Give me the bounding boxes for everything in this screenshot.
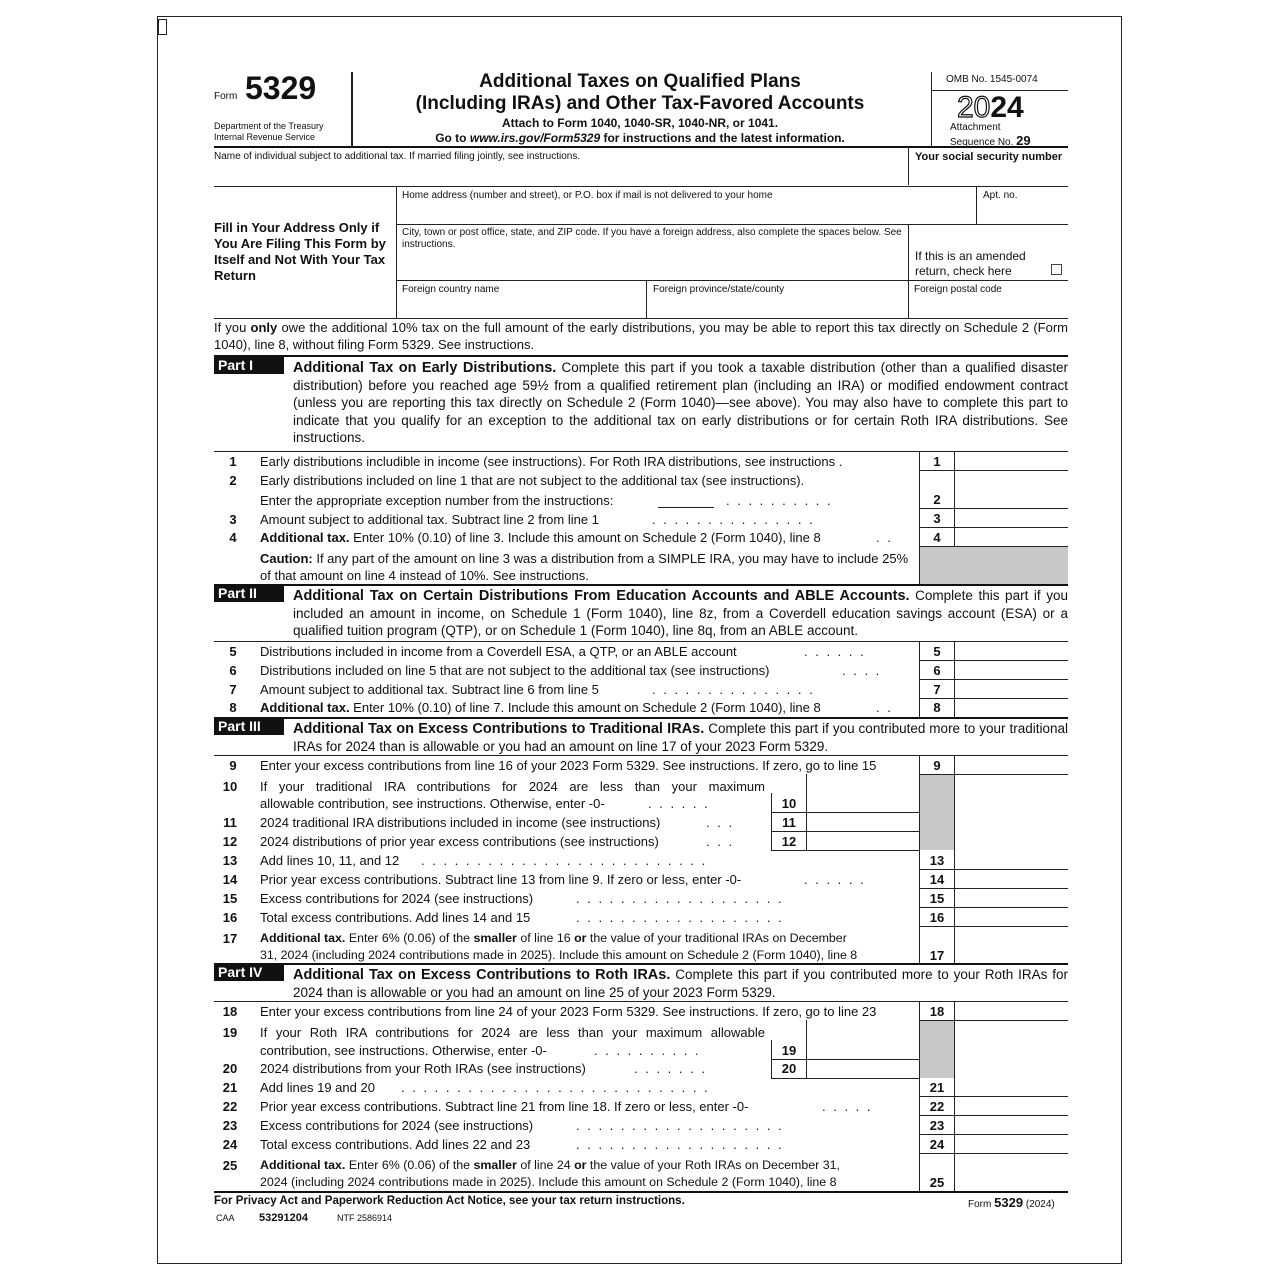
line-1-amount[interactable] xyxy=(956,452,1066,469)
line-16-leader-dots: . . . . . . . . . . . . . . . . . . . xyxy=(576,910,784,925)
part1-title: Additional Tax on Early Distributions. xyxy=(293,360,557,376)
apt-label: Apt. no. xyxy=(983,190,1018,201)
caution-rest: If any part of the amount on line 3 was a distribution from a SIMPLE IRA, you may have to include 25% of that amount on line 4 instead of 10%. See instructions. xyxy=(260,551,909,583)
header-divider-right xyxy=(931,72,932,146)
line-17-amount[interactable] xyxy=(956,946,1066,963)
goto-suffix: for instructions and the latest information. xyxy=(600,131,845,145)
identity-rule3b xyxy=(908,280,1068,281)
omb-number: OMB No. 1545-0074 xyxy=(946,74,1038,85)
box-number: 7 xyxy=(933,682,941,697)
line-10-amount[interactable] xyxy=(808,794,918,811)
part1-text: Complete this part if you took a taxable distribution (other than a qualified disaster distribution) before you reached age 59½ from a qualified retirement plan (including an IRA) or modified endowment contract (unless you are reporting this tax directly on Schedule 2 (Form 1040)—see above). You may also have to complete this part to indicate that you qualify for an exception to the additional tax on early distributions or for certain Roth IRA distributions. See instructions. xyxy=(293,360,1068,445)
address-left-divider xyxy=(396,186,397,318)
box-number: 18 xyxy=(929,1004,945,1019)
line-number: 24 xyxy=(222,1137,238,1152)
year-outline: 20 xyxy=(957,91,991,124)
footer-form-id xyxy=(968,1195,1055,1210)
box-number: 20 xyxy=(781,1061,797,1076)
line-5-leader-dots: . . . . . . xyxy=(804,644,866,659)
part3-description xyxy=(293,720,1068,755)
city-field[interactable] xyxy=(402,254,902,276)
part3-title: Additional Tax on Excess Contributions to Traditional IRAs. xyxy=(293,721,705,737)
line-19-text-2: contribution, see instructions. Otherwise, enter -0- xyxy=(260,1043,547,1058)
line-number: 15 xyxy=(222,891,238,906)
box-number: 1 xyxy=(933,454,941,469)
line-11-amount[interactable] xyxy=(808,813,918,830)
line-number: 10 xyxy=(222,779,238,794)
line-23-leader-dots: . . . . . . . . . . . . . . . . . . . xyxy=(576,1118,784,1133)
line-14-leader-dots: . . . . . . xyxy=(804,872,866,887)
line-7-text: Amount subject to additional tax. Subtract line 6 from line 5 xyxy=(260,682,599,697)
line-10-text-2: allowable contribution, see instructions. Otherwise, enter -0- xyxy=(260,796,605,811)
box-number: 8 xyxy=(933,700,941,715)
box-number: 12 xyxy=(781,834,797,849)
ntf-code: NTF 2586914 xyxy=(337,1213,393,1223)
line-15-leader-dots: . . . . . . . . . . . . . . . . . . . xyxy=(576,891,784,906)
sequence-text: Sequence No. xyxy=(950,137,1014,148)
p4-inner-mid xyxy=(806,1020,807,1078)
tax-year xyxy=(957,92,1024,124)
line-18-text: Enter your excess contributions from line 24 of your 2023 Form 5329. See instructions. If zero, go to line 23 xyxy=(260,1004,877,1019)
part4-top-rule xyxy=(214,963,1068,965)
box-number: 24 xyxy=(929,1137,945,1152)
city-label: City, town or post office, state, and ZIP code. If you have a foreign address, also complete the spaces below. See instructions. xyxy=(402,227,902,250)
line-17-smaller: smaller xyxy=(473,931,517,945)
amended-divider xyxy=(908,224,909,318)
home-address-field[interactable] xyxy=(402,203,972,221)
line-25-or: or xyxy=(574,1158,587,1172)
line-22-amount[interactable] xyxy=(956,1097,1066,1114)
shaded-area xyxy=(920,547,1068,584)
shaded-area xyxy=(920,775,954,850)
line-number: 6 xyxy=(229,663,237,678)
fill-address-note: Fill in Your Address Only if You Are Filing This Form by Itself and Not With Your Tax Return xyxy=(214,220,386,283)
foreign-postal-field[interactable] xyxy=(912,297,1066,315)
line-19-text: If your Roth IRA contributions for 2024 are less than your maximum allowable xyxy=(260,1025,765,1040)
line-1-text: Early distributions includible in income (see instructions). For Roth IRA distributions, see instructions . xyxy=(260,454,843,469)
line-number: 5 xyxy=(229,644,237,659)
foreign-postal-label: Foreign postal code xyxy=(914,284,1002,295)
line-20-amount[interactable] xyxy=(808,1060,918,1077)
line-5-text: Distributions included in income from a Coverdell ESA, a QTP, or an ABLE account xyxy=(260,644,737,659)
part2-top-rule xyxy=(214,584,1068,586)
part2-bottom-rule xyxy=(214,641,1068,642)
line-25-amount[interactable] xyxy=(956,1173,1066,1190)
exception-number-field[interactable] xyxy=(658,507,714,508)
line-number: 11 xyxy=(223,815,237,830)
attach-instruction: Attach to Form 1040, 1040-SR, 1040-NR, or 1041. xyxy=(501,116,779,130)
line-19-amount[interactable] xyxy=(808,1041,918,1058)
box-number: 10 xyxy=(781,796,797,811)
box-number: 2 xyxy=(933,492,941,507)
dept-line2: Internal Revenue Service xyxy=(214,132,316,142)
line-16-amount[interactable] xyxy=(956,908,1066,925)
identity-rule2 xyxy=(396,224,1068,225)
p3-inner-row3 xyxy=(771,850,919,851)
year-bold: 24 xyxy=(990,91,1024,124)
line-24-amount[interactable] xyxy=(956,1135,1066,1152)
line-15-amount[interactable] xyxy=(956,889,1066,906)
part4-label: Part IV xyxy=(214,964,284,981)
line-number: 14 xyxy=(222,872,238,887)
intro-post: owe the additional 10% tax on the full amount of the early distributions, you may be able to report this tax directly on Schedule 2 (Form 1040), line 8, without filing Form 5329. See instructions. xyxy=(214,320,1068,352)
line-4-bold: Additional tax. xyxy=(260,530,350,545)
line-17-text-2: 31, 2024 (including 2024 contributions made in 2025). Include this amount on Schedule 2 (Form 1040), line 8 xyxy=(260,948,858,962)
amended-label: If this is an amended return, check here xyxy=(915,249,1026,278)
line-25-bold: Additional tax. xyxy=(260,1158,346,1172)
line-8-rest: Enter 10% (0.10) of line 7. Include this amount on Schedule 2 (Form 1040), line 8 xyxy=(349,700,821,715)
part1-top-rule xyxy=(214,355,1068,357)
line-17-part-c: the value of your traditional IRAs on December xyxy=(586,931,847,945)
line-6-amount[interactable] xyxy=(956,661,1066,678)
p3-box-mid xyxy=(954,755,955,964)
foreign-province-field[interactable] xyxy=(652,297,904,315)
intro-pre: If you xyxy=(214,320,251,335)
line-4-rest: Enter 10% (0.10) of line 3. Include this amount on Schedule 2 (Form 1040), line 8 xyxy=(349,530,821,545)
line-14-amount[interactable] xyxy=(956,870,1066,887)
line-3-text: Amount subject to additional tax. Subtract line 2 from line 1 xyxy=(260,512,599,527)
box-number: 14 xyxy=(929,872,945,887)
line-number: 3 xyxy=(229,512,237,527)
line-number: 1 xyxy=(229,454,237,469)
shaded-area xyxy=(920,1021,954,1078)
line-10-leader-dots: . . . . . . xyxy=(648,796,710,811)
line-15-text: Excess contributions for 2024 (see instructions) xyxy=(260,891,534,906)
box-number: 3 xyxy=(933,511,941,526)
privacy-notice: For Privacy Act and Paperwork Reduction Act Notice, see your tax return instructions. xyxy=(214,1195,685,1207)
identity-rule1 xyxy=(214,186,1068,187)
caa-label: CAA xyxy=(216,1213,235,1223)
line-12-text: 2024 distributions of prior year excess contributions (see instructions) xyxy=(260,834,659,849)
part3-label: Part III xyxy=(214,718,284,735)
line-4-text xyxy=(260,529,821,546)
line-25-smaller: smaller xyxy=(473,1158,517,1172)
corner-mark xyxy=(158,19,167,35)
identity-rule3 xyxy=(396,280,908,281)
line-6-leader-dots: . . . . xyxy=(842,663,882,678)
line-5-amount[interactable] xyxy=(956,642,1066,659)
line-number: 2 xyxy=(229,473,237,488)
line-13-amount[interactable] xyxy=(956,851,1066,868)
goto-instruction xyxy=(360,131,920,145)
line-24-leader-dots: . . . . . . . . . . . . . . . . . . . xyxy=(576,1137,784,1152)
ssn-label: Your social security number xyxy=(915,151,1063,163)
line-13-leader-dots: . . . . . . . . . . . . . . . . . . . . . . . . . . xyxy=(421,853,708,868)
line-number: 16 xyxy=(222,910,238,925)
line-number: 13 xyxy=(222,853,238,868)
line-8-leader-dots: . . xyxy=(876,700,893,715)
box-number: 15 xyxy=(929,891,945,906)
part2-description xyxy=(293,587,1068,640)
line-17-part-b: of line 16 xyxy=(516,931,575,945)
name-field[interactable] xyxy=(214,164,904,184)
form-number: 5329 xyxy=(245,70,317,106)
name-label: Name of individual subject to additional tax. If married filing jointly, see instructions. xyxy=(214,151,581,162)
part3-top-rule xyxy=(214,717,1068,719)
line-21-leader-dots: . . . . . . . . . . . . . . . . . . . . . . . . . . . . xyxy=(401,1080,710,1095)
line-25-part-c: the value of your Roth IRAs on December 31, xyxy=(586,1158,840,1172)
line-13-text: Add lines 10, 11, and 12 xyxy=(260,853,400,868)
line-number: 22 xyxy=(222,1099,238,1114)
line-22-text: Prior year excess contributions. Subtract line 21 from line 18. If zero or less, enter -0- xyxy=(260,1099,749,1114)
line-16-text: Total excess contributions. Add lines 14 and 15 xyxy=(260,910,531,925)
line-9-text: Enter your excess contributions from line 16 of your 2023 Form 5329. See instructions. If zero, go to line 15 xyxy=(260,758,877,773)
p1-box-mid xyxy=(954,451,955,546)
part4-text: Complete this part if you contributed more to your Roth IRAs for 2024 than is allowable or you had an amount on line 25 of your 2023 Form 5329. xyxy=(293,967,1068,1001)
line-4-amount[interactable] xyxy=(956,528,1066,545)
goto-url[interactable]: www.irs.gov/Form5329 xyxy=(469,131,601,145)
line-23-amount[interactable] xyxy=(956,1116,1066,1133)
form-title-line2: (Including IRAs) and Other Tax-Favored Accounts xyxy=(415,93,865,114)
part2-label: Part II xyxy=(214,585,284,602)
line-number: 18 xyxy=(222,1004,238,1019)
sequence-number: 29 xyxy=(1016,133,1031,148)
box-number: 9 xyxy=(933,758,941,773)
line-20-leader-dots: . . . . . . . xyxy=(634,1061,707,1076)
line-7-leader-dots: . . . . . . . . . . . . . . . xyxy=(652,682,815,697)
line-number: 25 xyxy=(222,1158,238,1173)
form-code: 53291204 xyxy=(259,1212,308,1224)
line-12-leader-dots: . . . xyxy=(706,834,735,849)
p1-row1 xyxy=(919,470,1068,471)
line-10-text: If your traditional IRA contributions for 2024 are less than your maximum xyxy=(260,779,765,794)
goto-prefix: Go to xyxy=(435,131,470,145)
line-9-amount[interactable] xyxy=(956,756,1066,773)
country-divider xyxy=(646,280,647,318)
part3-text: Complete this part if you contributed more to your traditional IRAs for 2024 than is allowable or you had an amount on line 17 of your 2023 Form 5329. xyxy=(293,721,1068,755)
line-number: 17 xyxy=(222,931,238,946)
footer-form-word: Form xyxy=(968,1199,992,1210)
line-23-text: Excess contributions for 2024 (see instructions) xyxy=(260,1118,534,1133)
amended-checkbox[interactable] xyxy=(1051,264,1062,275)
line-number: 20 xyxy=(222,1061,238,1076)
apt-field[interactable] xyxy=(980,203,1066,221)
p4-row5 xyxy=(919,1153,1068,1154)
line-25-part-b: of line 24 xyxy=(516,1158,575,1172)
foreign-province-label: Foreign province/state/county xyxy=(653,284,785,295)
part4-title: Additional Tax on Excess Contributions to Roth IRAs. xyxy=(293,967,671,983)
dept-line1: Department of the Treasury xyxy=(214,121,324,131)
line-number: 9 xyxy=(229,758,237,773)
part3-bottom-rule xyxy=(214,755,1068,756)
p4-inner-row2 xyxy=(771,1078,919,1079)
part1-description xyxy=(293,359,1068,446)
line-2-leader-dots: . . . . . . . . . . xyxy=(726,493,833,508)
line-8-bold: Additional tax. xyxy=(260,700,350,715)
line-21-amount[interactable] xyxy=(956,1078,1066,1095)
line-25-text xyxy=(260,1157,840,1174)
line-number: 8 xyxy=(229,700,237,715)
line-number: 12 xyxy=(222,834,238,849)
attachment-label: Attachment xyxy=(950,122,1001,133)
line-11-leader-dots: . . . xyxy=(706,815,735,830)
box-number: 25 xyxy=(929,1175,945,1190)
line-8-text xyxy=(260,699,821,716)
box-number: 17 xyxy=(929,948,945,963)
line-22-leader-dots: . . . . . xyxy=(822,1099,873,1114)
line-11-text: 2024 traditional IRA distributions included in income (see instructions) xyxy=(260,815,661,830)
line-3-leader-dots: . . . . . . . . . . . . . . . xyxy=(652,512,815,527)
line-number: 4 xyxy=(229,530,237,545)
line-4-leader-dots: . . xyxy=(876,530,893,545)
line-2-amount[interactable] xyxy=(956,490,1066,507)
line-25-text-2: 2024 (including 2024 contributions made in 2025). Include this amount on Schedule 2 (Form 1040), line 8 xyxy=(260,1175,837,1189)
line-17-text xyxy=(260,930,847,947)
box-number: 13 xyxy=(929,853,945,868)
footer-year: (2024) xyxy=(1025,1199,1055,1210)
foreign-country-label: Foreign country name xyxy=(402,284,500,295)
line-17-bold: Additional tax. xyxy=(260,931,346,945)
apt-divider xyxy=(976,186,977,224)
box-number: 19 xyxy=(781,1043,797,1058)
line-14-text: Prior year excess contributions. Subtract line 13 from line 9. If zero or less, enter -0- xyxy=(260,872,742,887)
line-2-exception-text: Enter the appropriate exception number from the instructions: xyxy=(260,493,614,508)
part2-title: Additional Tax on Certain Distributions From Education Accounts and ABLE Accounts. xyxy=(293,588,910,604)
line-17-or: or xyxy=(574,931,587,945)
intro-text xyxy=(214,319,1068,353)
box-number: 5 xyxy=(933,644,941,659)
home-address-label: Home address (number and street), or P.O. box if mail is not delivered to your home xyxy=(402,190,773,201)
part4-description xyxy=(293,966,1068,1001)
box-number: 4 xyxy=(933,530,941,545)
line-number: 19 xyxy=(222,1025,238,1040)
box-number: 21 xyxy=(929,1080,945,1095)
box-number: 11 xyxy=(782,815,796,830)
line-3-amount[interactable] xyxy=(956,509,1066,526)
line-number: 7 xyxy=(229,682,237,697)
line-8-amount[interactable] xyxy=(956,699,1066,716)
line-number: 21 xyxy=(222,1080,238,1095)
ssn-divider xyxy=(908,147,909,185)
line-2-text: Early distributions included on line 1 that are not subject to the additional tax (see instructions). xyxy=(260,473,805,488)
line-20-text: 2024 distributions from your Roth IRAs (see instructions) xyxy=(260,1061,586,1076)
box-number: 22 xyxy=(929,1099,945,1114)
line-25-part-a: Enter 6% (0.06) of the xyxy=(345,1158,474,1172)
part1-bottom-rule xyxy=(214,451,1068,452)
box-number: 23 xyxy=(929,1118,945,1133)
box-number: 16 xyxy=(929,910,945,925)
form-title-line1: Additional Taxes on Qualified Plans xyxy=(479,71,801,92)
line-19-leader-dots: . . . . . . . . . . xyxy=(594,1043,701,1058)
caution-bold: Caution: xyxy=(260,551,313,566)
line-18-amount[interactable] xyxy=(956,1002,1066,1019)
part1-label: Part I xyxy=(214,357,284,374)
footer-form-number: 5329 xyxy=(994,1195,1024,1210)
header-divider-left xyxy=(351,72,353,146)
line-6-text: Distributions included on line 5 that are not subject to the additional tax (see instructions) xyxy=(260,663,770,678)
caution-text xyxy=(260,550,910,584)
header-bottom-rule xyxy=(214,146,1068,148)
p3-row5 xyxy=(919,926,1068,927)
part4-bottom-rule xyxy=(214,1001,1068,1002)
form-word: Form xyxy=(214,91,238,102)
line-21-text: Add lines 19 and 20 xyxy=(260,1080,375,1095)
line-17-part-a: Enter 6% (0.06) of the xyxy=(345,931,474,945)
box-number: 6 xyxy=(933,663,941,678)
intro-bold: only xyxy=(250,320,278,335)
line-number: 23 xyxy=(222,1118,238,1133)
line-12-amount[interactable] xyxy=(808,832,918,849)
footer-rule xyxy=(214,1191,1068,1193)
line-7-amount[interactable] xyxy=(956,680,1066,697)
ssn-field[interactable] xyxy=(912,164,1066,184)
foreign-country-field[interactable] xyxy=(402,297,642,315)
part2-text: Complete this part if you included an amount in income, on Schedule 1 (Form 1040), line 8z, from a Coverdell education savings account (ESA) or a qualified tuition program (QTP), or on Schedule 1 (Form 1040), line 8q, from an ABLE account. xyxy=(293,588,1068,639)
line-24-text: Total excess contributions. Add lines 22 and 23 xyxy=(260,1137,531,1152)
